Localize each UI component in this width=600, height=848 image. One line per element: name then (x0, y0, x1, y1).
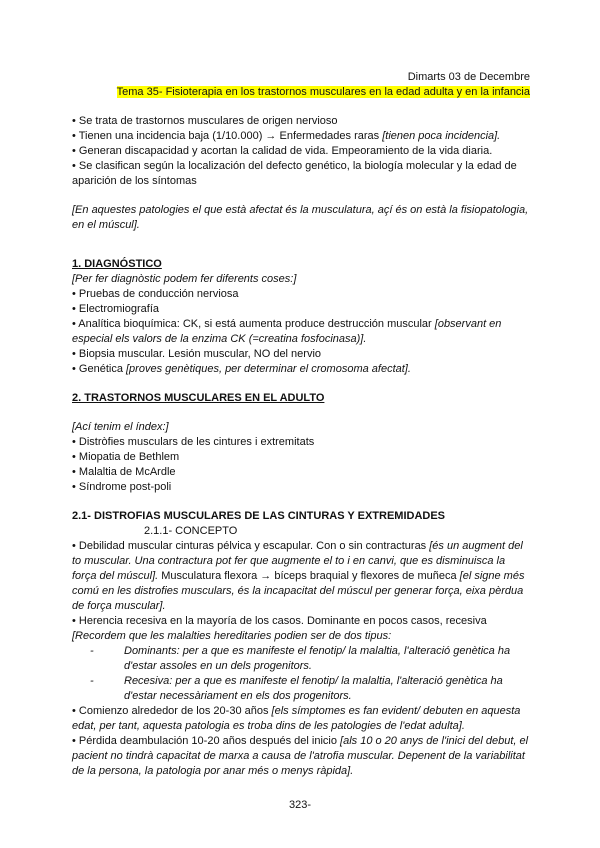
concept-para-2: • Herencia recesiva en la mayoría de los casos. Dominante en pocos casos, recesiva (72, 615, 487, 627)
diag-item-5: • Genética [proves genètiques, per determinar el cromosoma afectat]. (72, 363, 411, 375)
page-number: 323- (288, 799, 312, 811)
subsection-heading: 2.1.1- CONCEPTO (144, 525, 238, 537)
section-1-heading: 1. DIAGNÓSTICO (72, 258, 162, 270)
concept-para-3: • Comienzo alrededor de los 20-30 años [els símptomes es fan evident/ debuten en aquesta edat, per tant, aquesta patologia es troba dins de les patologies de l'edat adulta]. (72, 705, 521, 732)
section-2-heading: 2. TRASTORNOS MUSCULARES EN EL ADULTO (72, 392, 325, 404)
index-item-3: • Malaltia de McArdle (72, 466, 176, 478)
dash-item-2: - Recesiva: per a que es manifeste el fenotip/ la malaltia, l'alteració genètica ha d'estar necessàriament en els dos progenitors. (90, 675, 503, 702)
intro-note: [En aquestes patologies el que està afectat és la musculatura, açí és on està la fisiopatologia, en el múscul]. (72, 204, 529, 231)
intro-bullet-3: • Generan discapacidad y acortan la calidad de vida. Empeoramiento de la vida diaria. (72, 145, 493, 157)
intro-bullet-2: • Tienen una incidencia baja (1/10.000) → Enfermedades raras [tienen poca incidencia]. (72, 130, 501, 142)
section-2-note: [Ací tenim el índex:] (72, 421, 169, 433)
lesson-title (72, 85, 530, 100)
concept-para-1: • Debilidad muscular cinturas pélvica y escapular. Con o sin contracturas [és un augment del to muscular. Una contractura pot fer que augmente el to i en canvi, que es disminuisca la força del múscul]. Musculatura flexora → bíceps braquial y flexores de muñeca [el signe més comú en les distrofies musculars, és la incapacitat del múscul per generar força, eixa pèrdua de força muscular]. (72, 540, 525, 612)
index-item-4: • Síndrome post-poli (72, 481, 172, 493)
concept-para-4: • Pérdida deambulación 10-20 años después del inicio [als 10 o 20 anys de l'inici del debut, el pacient no tindrà capacitat de marxa a causa de l'atrofia muscular. Depenent de la variabilitat de la persona, la patologia por anar més o menys ràpida]. (72, 735, 529, 777)
section-1-note: [Per fer diagnòstic podem fer diferents coses:] (72, 273, 297, 285)
intro-bullet-1: • Se trata de trastornos musculares de origen nervioso (72, 115, 338, 127)
diag-item-4: • Biopsia muscular. Lesión muscular, NO del nervio (72, 348, 322, 360)
index-item-2: • Miopatia de Bethlem (72, 451, 180, 463)
diag-item-3: • Analítica bioquímica: CK, si está aumenta produce destrucción muscular [observant en especial els valors de la enzima CK (=creatina fosfocinasa)]. (72, 318, 502, 345)
section-2-1-heading: 2.1- DISTROFIAS MUSCULARES DE LAS CINTURAS Y EXTREMIDADES (72, 510, 446, 522)
concept-note: [Recordem que les malalties hereditaries podien ser de dos tipus: (72, 630, 392, 642)
diag-item-2: • Electromiografía (72, 303, 159, 315)
intro-bullet-4: • Se clasifican según la localización del defecto genético, la biología molecular y la edad de aparición de los síntomas (72, 160, 517, 187)
title-highlight: Tema 35- Fisioterapia en los trastornos musculares en la edad adulta y en la infancia (116, 86, 530, 98)
diag-item-1: • Pruebas de conducción nerviosa (72, 288, 239, 300)
dash-item-1: - Dominants: per a que es manifeste el fenotip/ la malaltia, l'alteració genètica ha d'estar assoles en un dels progenitors. (90, 645, 511, 672)
date-line: Dimarts 03 de Decembre (407, 71, 530, 83)
document-page (72, 70, 530, 779)
index-item-1: • Distròfies musculars de les cintures i extremitats (72, 436, 315, 448)
